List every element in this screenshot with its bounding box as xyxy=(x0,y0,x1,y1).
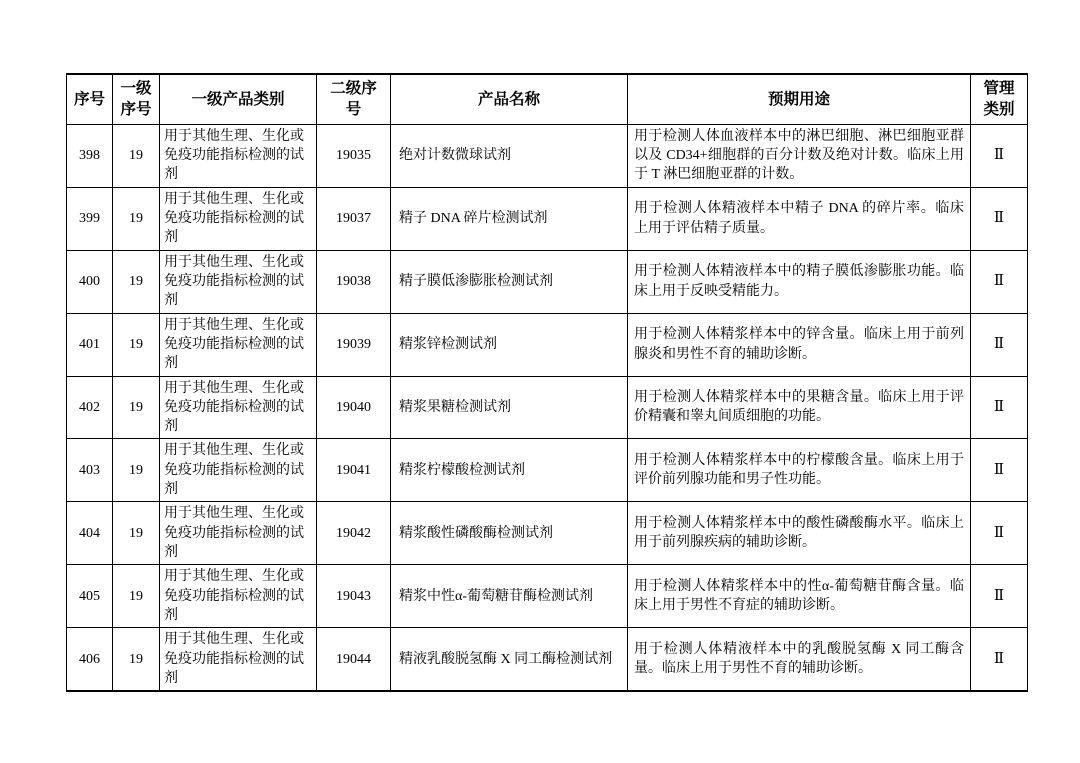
cell-level2-no: 19042 xyxy=(317,502,391,565)
header-row xyxy=(67,74,1028,124)
table-header xyxy=(67,74,1028,124)
cell-product-name: 精浆锌检测试剂 xyxy=(391,313,628,376)
cell-mgmt-class: Ⅱ xyxy=(971,628,1028,691)
cell-intended-use: 用于检测人体精浆样本中的锌含量。临床上用于前列腺炎和男性不育的辅助诊断。 xyxy=(628,313,971,376)
table-container xyxy=(66,73,1027,692)
column-header-level2-no: 二级序号 xyxy=(317,74,391,124)
cell-level1-category: 用于其他生理、生化或免疫功能指标检测的试剂 xyxy=(160,439,317,502)
cell-intended-use: 用于检测人体精液样本中精子 DNA 的碎片率。临床上用于评估精子质量。 xyxy=(628,187,971,250)
column-header-level1-category: 一级产品类别 xyxy=(160,74,317,124)
table-row xyxy=(67,439,1028,502)
column-header-intended-use: 预期用途 xyxy=(628,74,971,124)
column-header-product-name: 产品名称 xyxy=(391,74,628,124)
cell-serial-no: 399 xyxy=(67,187,113,250)
table-body xyxy=(67,124,1028,691)
cell-mgmt-class: Ⅱ xyxy=(971,187,1028,250)
product-classification-table xyxy=(66,73,1028,692)
column-header-mgmt-class: 管理类别 xyxy=(971,74,1028,124)
cell-intended-use: 用于检测人体精液样本中的乳酸脱氢酶 X 同工酶含量。临床上用于男性不育的辅助诊断。 xyxy=(628,628,971,691)
cell-product-name: 精液乳酸脱氢酶 X 同工酶检测试剂 xyxy=(391,628,628,691)
cell-mgmt-class: Ⅱ xyxy=(971,313,1028,376)
cell-intended-use: 用于检测人体精浆样本中的酸性磷酸酶水平。临床上用于前列腺疾病的辅助诊断。 xyxy=(628,502,971,565)
table-row xyxy=(67,124,1028,187)
cell-level1-no: 19 xyxy=(113,628,160,691)
cell-level1-category: 用于其他生理、生化或免疫功能指标检测的试剂 xyxy=(160,313,317,376)
cell-level1-no: 19 xyxy=(113,250,160,313)
cell-level2-no: 19044 xyxy=(317,628,391,691)
cell-mgmt-class: Ⅱ xyxy=(971,502,1028,565)
cell-level2-no: 19038 xyxy=(317,250,391,313)
cell-level1-no: 19 xyxy=(113,187,160,250)
table-row xyxy=(67,502,1028,565)
column-header-serial-no: 序号 xyxy=(67,74,113,124)
cell-level1-category: 用于其他生理、生化或免疫功能指标检测的试剂 xyxy=(160,187,317,250)
cell-product-name: 精浆果糖检测试剂 xyxy=(391,376,628,439)
table-row xyxy=(67,628,1028,691)
cell-serial-no: 404 xyxy=(67,502,113,565)
cell-level2-no: 19035 xyxy=(317,124,391,187)
cell-serial-no: 403 xyxy=(67,439,113,502)
cell-level1-no: 19 xyxy=(113,376,160,439)
cell-mgmt-class: Ⅱ xyxy=(971,250,1028,313)
cell-product-name: 精浆酸性磷酸酶检测试剂 xyxy=(391,502,628,565)
cell-level2-no: 19041 xyxy=(317,439,391,502)
cell-serial-no: 402 xyxy=(67,376,113,439)
cell-product-name: 精浆柠檬酸检测试剂 xyxy=(391,439,628,502)
cell-level1-category: 用于其他生理、生化或免疫功能指标检测的试剂 xyxy=(160,250,317,313)
cell-intended-use: 用于检测人体精浆样本中的性α-葡萄糖苷酶含量。临床上用于男性不育症的辅助诊断。 xyxy=(628,565,971,628)
cell-product-name: 精浆中性α-葡萄糖苷酶检测试剂 xyxy=(391,565,628,628)
column-header-level1-no: 一级序号 xyxy=(113,74,160,124)
cell-mgmt-class: Ⅱ xyxy=(971,565,1028,628)
cell-level1-no: 19 xyxy=(113,565,160,628)
cell-serial-no: 400 xyxy=(67,250,113,313)
cell-product-name: 精子膜低渗膨胀检测试剂 xyxy=(391,250,628,313)
cell-level2-no: 19043 xyxy=(317,565,391,628)
cell-mgmt-class: Ⅱ xyxy=(971,376,1028,439)
cell-product-name: 精子 DNA 碎片检测试剂 xyxy=(391,187,628,250)
cell-serial-no: 398 xyxy=(67,124,113,187)
cell-level1-category: 用于其他生理、生化或免疫功能指标检测的试剂 xyxy=(160,124,317,187)
cell-intended-use: 用于检测人体精液样本中的精子膜低渗膨胀功能。临床上用于反映受精能力。 xyxy=(628,250,971,313)
table-row xyxy=(67,376,1028,439)
cell-level1-no: 19 xyxy=(113,439,160,502)
cell-level2-no: 19040 xyxy=(317,376,391,439)
cell-mgmt-class: Ⅱ xyxy=(971,124,1028,187)
cell-level1-category: 用于其他生理、生化或免疫功能指标检测的试剂 xyxy=(160,628,317,691)
cell-level1-no: 19 xyxy=(113,124,160,187)
table-row xyxy=(67,187,1028,250)
cell-serial-no: 401 xyxy=(67,313,113,376)
cell-level1-category: 用于其他生理、生化或免疫功能指标检测的试剂 xyxy=(160,376,317,439)
cell-level1-no: 19 xyxy=(113,313,160,376)
table-row xyxy=(67,250,1028,313)
cell-mgmt-class: Ⅱ xyxy=(971,439,1028,502)
cell-level2-no: 19039 xyxy=(317,313,391,376)
cell-product-name: 绝对计数微球试剂 xyxy=(391,124,628,187)
cell-level2-no: 19037 xyxy=(317,187,391,250)
cell-level1-category: 用于其他生理、生化或免疫功能指标检测的试剂 xyxy=(160,565,317,628)
table-row xyxy=(67,565,1028,628)
cell-intended-use: 用于检测人体精浆样本中的果糖含量。临床上用于评价精囊和睾丸间质细胞的功能。 xyxy=(628,376,971,439)
cell-level1-category: 用于其他生理、生化或免疫功能指标检测的试剂 xyxy=(160,502,317,565)
cell-serial-no: 406 xyxy=(67,628,113,691)
cell-intended-use: 用于检测人体精浆样本中的柠檬酸含量。临床上用于评价前列腺功能和男子性功能。 xyxy=(628,439,971,502)
table-row xyxy=(67,313,1028,376)
cell-intended-use: 用于检测人体血液样本中的淋巴细胞、淋巴细胞亚群以及 CD34+细胞群的百分计数及绝对计数。临床上用于 T 淋巴细胞亚群的计数。 xyxy=(628,124,971,187)
cell-serial-no: 405 xyxy=(67,565,113,628)
cell-level1-no: 19 xyxy=(113,502,160,565)
